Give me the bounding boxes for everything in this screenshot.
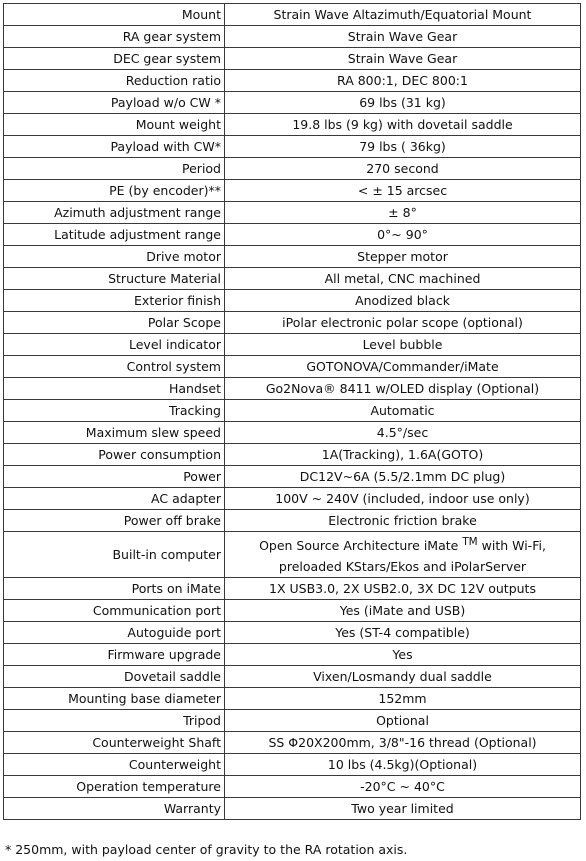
spec-label: Counterweight <box>4 754 225 776</box>
spec-value: 152mm <box>225 688 581 710</box>
spec-label: Structure Material <box>4 268 225 290</box>
spec-value: Two year limited <box>225 798 581 820</box>
spec-value: 79 lbs ( 36kg) <box>225 136 581 158</box>
spec-row-payload-with-cw <box>4 136 581 158</box>
spec-row-drive-motor <box>4 246 581 268</box>
spec-row-reduction-ratio <box>4 70 581 92</box>
spec-label: Firmware upgrade <box>4 644 225 666</box>
spec-value: All metal, CNC machined <box>225 268 581 290</box>
spec-label: Power off brake <box>4 510 225 532</box>
spec-row-structure-material <box>4 268 581 290</box>
spec-row-counterweight <box>4 754 581 776</box>
spec-row-mount <box>4 4 581 26</box>
spec-row-ra-gear-system <box>4 26 581 48</box>
spec-label: Exterior finish <box>4 290 225 312</box>
spec-label: Latitude adjustment range <box>4 224 225 246</box>
spec-label: Payload with CW* <box>4 136 225 158</box>
spec-row-counterweight-shaft <box>4 732 581 754</box>
spec-label: Reduction ratio <box>4 70 225 92</box>
spec-value: 19.8 lbs (9 kg) with dovetail saddle <box>225 114 581 136</box>
spec-value: 100V ~ 240V (included, indoor use only) <box>225 488 581 510</box>
footnote: * 250mm, with payload center of gravity to the RA rotation axis. <box>5 842 408 857</box>
spec-row-mounting-base-diameter <box>4 688 581 710</box>
builtin-line1-pre: Open Source Architecture iMate <box>259 538 463 554</box>
spec-label: RA gear system <box>4 26 225 48</box>
spec-value: Automatic <box>225 400 581 422</box>
spec-row-handset <box>4 378 581 400</box>
builtin-line1-post: with Wi-Fi, <box>477 538 546 554</box>
spec-row-latitude-adjustment-range <box>4 224 581 246</box>
spec-label: Mounting base diameter <box>4 688 225 710</box>
spec-label: Communication port <box>4 600 225 622</box>
spec-row-power-consumption <box>4 444 581 466</box>
spec-value: 1X USB3.0, 2X USB2.0, 3X DC 12V outputs <box>225 578 581 600</box>
spec-label: Power <box>4 466 225 488</box>
spec-row-control-system <box>4 356 581 378</box>
spec-label: Polar Scope <box>4 312 225 334</box>
spec-value: Yes <box>225 644 581 666</box>
spec-value: 270 second <box>225 158 581 180</box>
spec-label: Handset <box>4 378 225 400</box>
spec-table-body <box>4 4 581 820</box>
spec-value: Yes (ST-4 compatible) <box>225 622 581 644</box>
spec-row-operation-temperature <box>4 776 581 798</box>
spec-value: DC12V~6A (5.5/2.1mm DC plug) <box>225 466 581 488</box>
spec-row-tripod <box>4 710 581 732</box>
spec-label: DEC gear system <box>4 48 225 70</box>
spec-label: Tripod <box>4 710 225 732</box>
spec-label: Operation temperature <box>4 776 225 798</box>
spec-label: Power consumption <box>4 444 225 466</box>
spec-row-autoguide-port <box>4 622 581 644</box>
spec-row-warranty <box>4 798 581 820</box>
spec-value: Strain Wave Gear <box>225 26 581 48</box>
spec-label: Maximum slew speed <box>4 422 225 444</box>
spec-row-ac-adapter <box>4 488 581 510</box>
spec-label: Period <box>4 158 225 180</box>
spec-row-power-off-brake <box>4 510 581 532</box>
spec-value: Vixen/Losmandy dual saddle <box>225 666 581 688</box>
spec-row-ports-on-imate <box>4 578 581 600</box>
spec-value <box>225 532 581 578</box>
spec-value: Strain Wave Gear <box>225 48 581 70</box>
spec-label: Dovetail saddle <box>4 666 225 688</box>
spec-label: Tracking <box>4 400 225 422</box>
spec-row-built-in-computer <box>4 532 581 578</box>
spec-value: Strain Wave Altazimuth/Equatorial Mount <box>225 4 581 26</box>
spec-table <box>3 3 581 820</box>
spec-row-mount-weight <box>4 114 581 136</box>
spec-row-level-indicator <box>4 334 581 356</box>
spec-value: ± 8° <box>225 202 581 224</box>
spec-value: 69 lbs (31 kg) <box>225 92 581 114</box>
spec-row-period <box>4 158 581 180</box>
spec-value: Yes (iMate and USB) <box>225 600 581 622</box>
spec-row-tracking <box>4 400 581 422</box>
spec-value: < ± 15 arcsec <box>225 180 581 202</box>
spec-label: Warranty <box>4 798 225 820</box>
spec-label: Control system <box>4 356 225 378</box>
spec-row-exterior-finish <box>4 290 581 312</box>
spec-value: Anodized black <box>225 290 581 312</box>
spec-label: Counterweight Shaft <box>4 732 225 754</box>
spec-value: 0°~ 90° <box>225 224 581 246</box>
spec-value: Optional <box>225 710 581 732</box>
spec-row-payload-w-o-cw <box>4 92 581 114</box>
spec-value: 4.5°/sec <box>225 422 581 444</box>
spec-label: Mount weight <box>4 114 225 136</box>
spec-row-power <box>4 466 581 488</box>
spec-row-dovetail-saddle <box>4 666 581 688</box>
spec-value: 10 lbs (4.5kg)(Optional) <box>225 754 581 776</box>
spec-label: Mount <box>4 4 225 26</box>
spec-row-pe-by-encoder <box>4 180 581 202</box>
spec-value: Stepper motor <box>225 246 581 268</box>
spec-row-polar-scope <box>4 312 581 334</box>
spec-row-firmware-upgrade <box>4 644 581 666</box>
spec-row-communication-port <box>4 600 581 622</box>
spec-label: Azimuth adjustment range <box>4 202 225 224</box>
spec-value: RA 800:1, DEC 800:1 <box>225 70 581 92</box>
spec-label: Autoguide port <box>4 622 225 644</box>
spec-label: AC adapter <box>4 488 225 510</box>
spec-value: SS Φ20X200mm, 3/8"-16 thread (Optional) <box>225 732 581 754</box>
spec-label: PE (by encoder)** <box>4 180 225 202</box>
spec-row-maximum-slew-speed <box>4 422 581 444</box>
builtin-line2: preloaded KStars/Ekos and iPolarServer <box>278 559 527 575</box>
spec-label: Level indicator <box>4 334 225 356</box>
spec-value: 1A(Tracking), 1.6A(GOTO) <box>225 444 581 466</box>
spec-label: Built-in computer <box>4 532 225 578</box>
spec-label: Ports on iMate <box>4 578 225 600</box>
spec-row-dec-gear-system <box>4 48 581 70</box>
trademark-mark: TM <box>462 536 478 548</box>
spec-value: Level bubble <box>225 334 581 356</box>
spec-value: Electronic friction brake <box>225 510 581 532</box>
spec-row-azimuth-adjustment-range <box>4 202 581 224</box>
spec-label: Payload w/o CW * <box>4 92 225 114</box>
spec-value: -20°C ~ 40°C <box>225 776 581 798</box>
spec-value: GOTONOVA/Commander/iMate <box>225 356 581 378</box>
spec-value: Go2Nova® 8411 w/OLED display (Optional) <box>225 378 581 400</box>
spec-label: Drive motor <box>4 246 225 268</box>
spec-value: iPolar electronic polar scope (optional) <box>225 312 581 334</box>
